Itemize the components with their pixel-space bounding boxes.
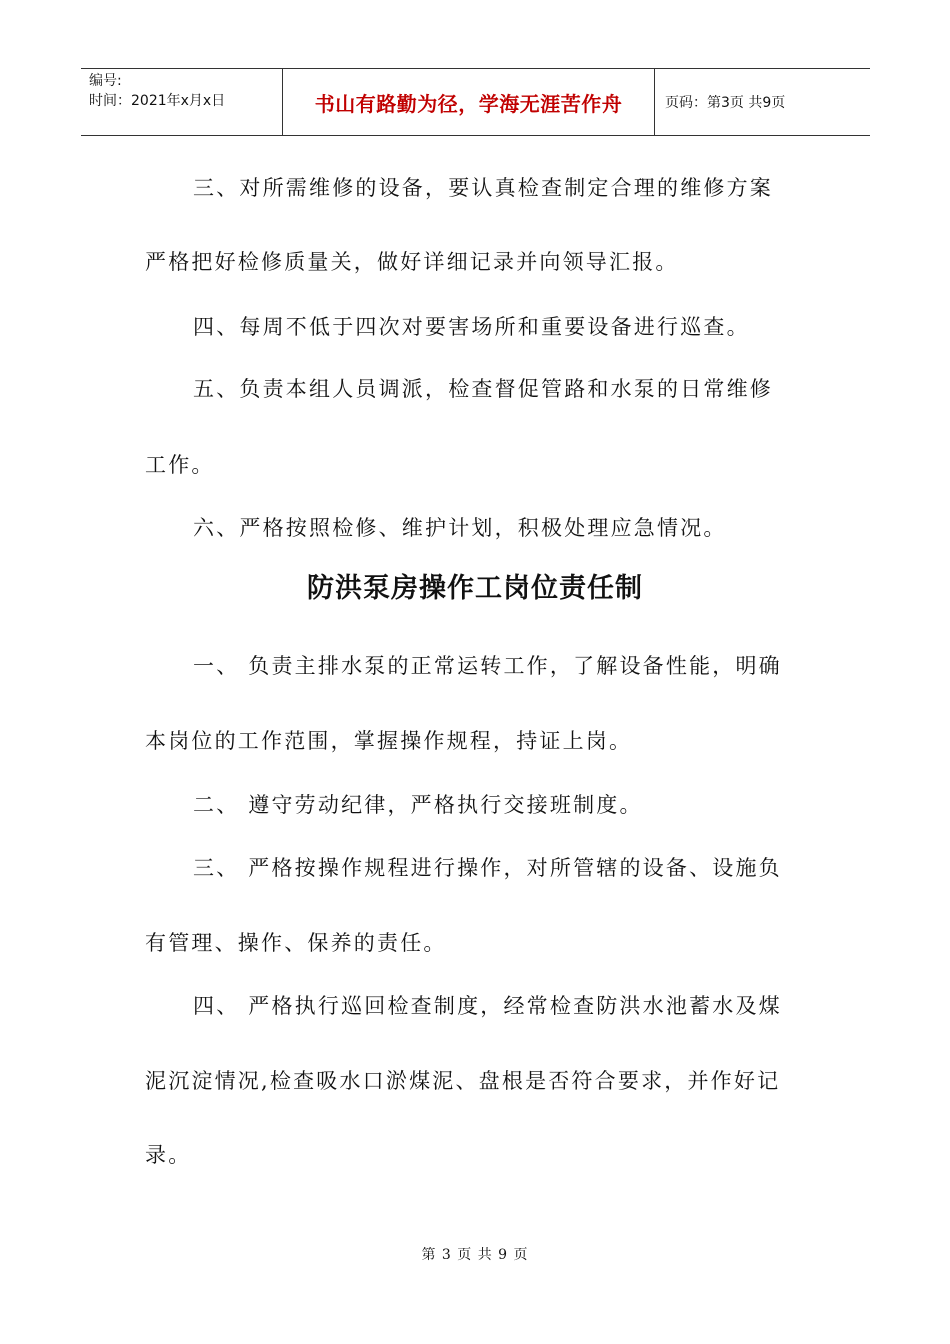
- section-paragraph-line: 录。: [145, 1143, 192, 1167]
- paragraph-line: 六、严格按照检修、维护计划，积极处理应急情况。: [193, 516, 727, 540]
- paragraph-line: 工作。: [145, 453, 215, 477]
- time-label: 时间：2021年x月x日: [89, 93, 226, 109]
- paragraph-line: 四、每周不低于四次对要害场所和重要设备进行巡查。: [193, 315, 750, 339]
- page-footer: 第 3 页 共 9 页: [421, 1247, 529, 1263]
- section-title: 防洪泵房操作工岗位责任制: [307, 573, 643, 604]
- section-paragraph-line: 二、 遵守劳动纪律，严格执行交接班制度。: [193, 793, 643, 817]
- section-paragraph-line: 泥沉淀情况,检查吸水口淤煤泥、盘根是否符合要求，并作好记: [145, 1069, 781, 1093]
- paragraph-line: 五、负责本组人员调派，检查督促管路和水泵的日常维修: [193, 377, 773, 401]
- header-motto: 书山有路勤为径，学海无涯苦作舟: [283, 69, 655, 135]
- page-header: [81, 68, 870, 136]
- number-label: 编号:: [89, 73, 122, 89]
- section-paragraph-line: 四、 严格执行巡回检查制度，经常检查防洪水池蓄水及煤: [193, 994, 782, 1018]
- section-paragraph-line: 一、 负责主排水泵的正常运转工作，了解设备性能，明确: [193, 654, 782, 678]
- section-paragraph-line: 本岗位的工作范围，掌握操作规程，持证上岗。: [145, 729, 633, 753]
- paragraph-line: 三、对所需维修的设备，要认真检查制定合理的维修方案: [193, 176, 773, 200]
- section-paragraph-line: 三、 严格按操作规程进行操作，对所管辖的设备、设施负: [193, 856, 782, 880]
- header-page-info: 页码：第3页 共9页: [665, 95, 786, 111]
- paragraph-line: 严格把好检修质量关，做好详细记录并向领导汇报。: [145, 250, 679, 274]
- section-paragraph-line: 有管理、操作、保养的责任。: [145, 931, 447, 955]
- header-meta: [81, 69, 283, 135]
